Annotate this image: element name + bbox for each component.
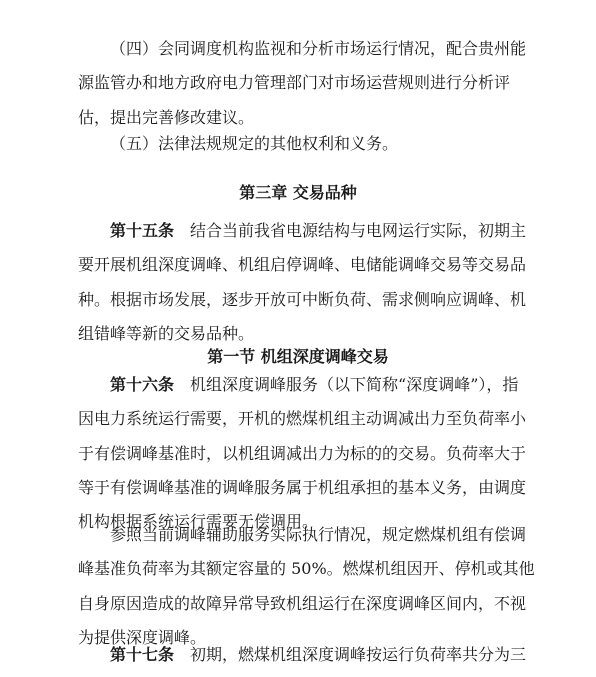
- text-line: 源监管办和地方政府电力管理部门对市场运营规则进行分析评: [78, 73, 511, 93]
- paragraph-5: [78, 127, 518, 161]
- text-line: 种。根据市场发展，逐步开放可中断负荷、需求侧响应调峰、机: [78, 289, 527, 309]
- text-line: 等于有偿调峰基准的调峰服务属于机组承担的基本义务，由调度: [78, 477, 527, 497]
- article-label: 第十六条: [110, 375, 175, 394]
- article-15: [78, 214, 527, 351]
- text-line: 参照当前调峰辅助服务实际执行情况，规定燃煤机组有偿调: [110, 525, 527, 544]
- text-line: 因电力系统运行需要，开机的燃煤机组主动调减出力至负荷率小: [78, 409, 527, 429]
- article-text: 结合当前我省电源结构与电网运行实际，初期主: [190, 221, 527, 240]
- text-line: 要开展机组深度调峰、机组启停调峰、电储能调峰交易等交易品: [78, 255, 527, 275]
- chapter-title: 第三章 交易品种: [239, 183, 357, 202]
- text-line: 机构根据系统运行需要无偿调用。: [78, 512, 319, 532]
- text-line: 组错峰等新的交易品种。: [78, 323, 255, 343]
- article-text: 机组深度调峰服务（以下简称“深度调峰”），指: [190, 375, 519, 394]
- text-line: （五）法律法规规定的其他权利和义务。: [110, 134, 399, 153]
- article-text: 初期，燃煤机组深度调峰按运行负荷率共分为三: [190, 645, 527, 664]
- article-label: 第十七条: [110, 645, 175, 664]
- text-line: （四）会同调度机构监视和分析市场运行情况，配合贵州能: [110, 39, 527, 58]
- article-16: [78, 368, 527, 539]
- paragraph-4: [78, 32, 527, 135]
- text-line: [78, 214, 527, 248]
- section-title: 第一节 机组深度调峰交易: [207, 347, 389, 366]
- text-line: 于有偿调峰基准时，以机组调减出力为标的的交易。负荷率大于: [78, 443, 527, 463]
- text-line: [78, 368, 518, 402]
- text-line: 估，提出完善修改建议。: [78, 107, 255, 127]
- article-17: [78, 638, 527, 672]
- paragraph-reference: [78, 518, 535, 655]
- text-line: 峰基准负荷率为其额定容量的 50%。燃煤机组因开、停机或其他: [78, 559, 535, 579]
- text-line: [78, 638, 527, 672]
- text-line: 为提供深度调峰。: [78, 627, 207, 647]
- article-label: 第十五条: [110, 221, 175, 240]
- text-line: 自身原因造成的故障异常导致机组运行在深度调峰区间内，不视: [78, 593, 527, 613]
